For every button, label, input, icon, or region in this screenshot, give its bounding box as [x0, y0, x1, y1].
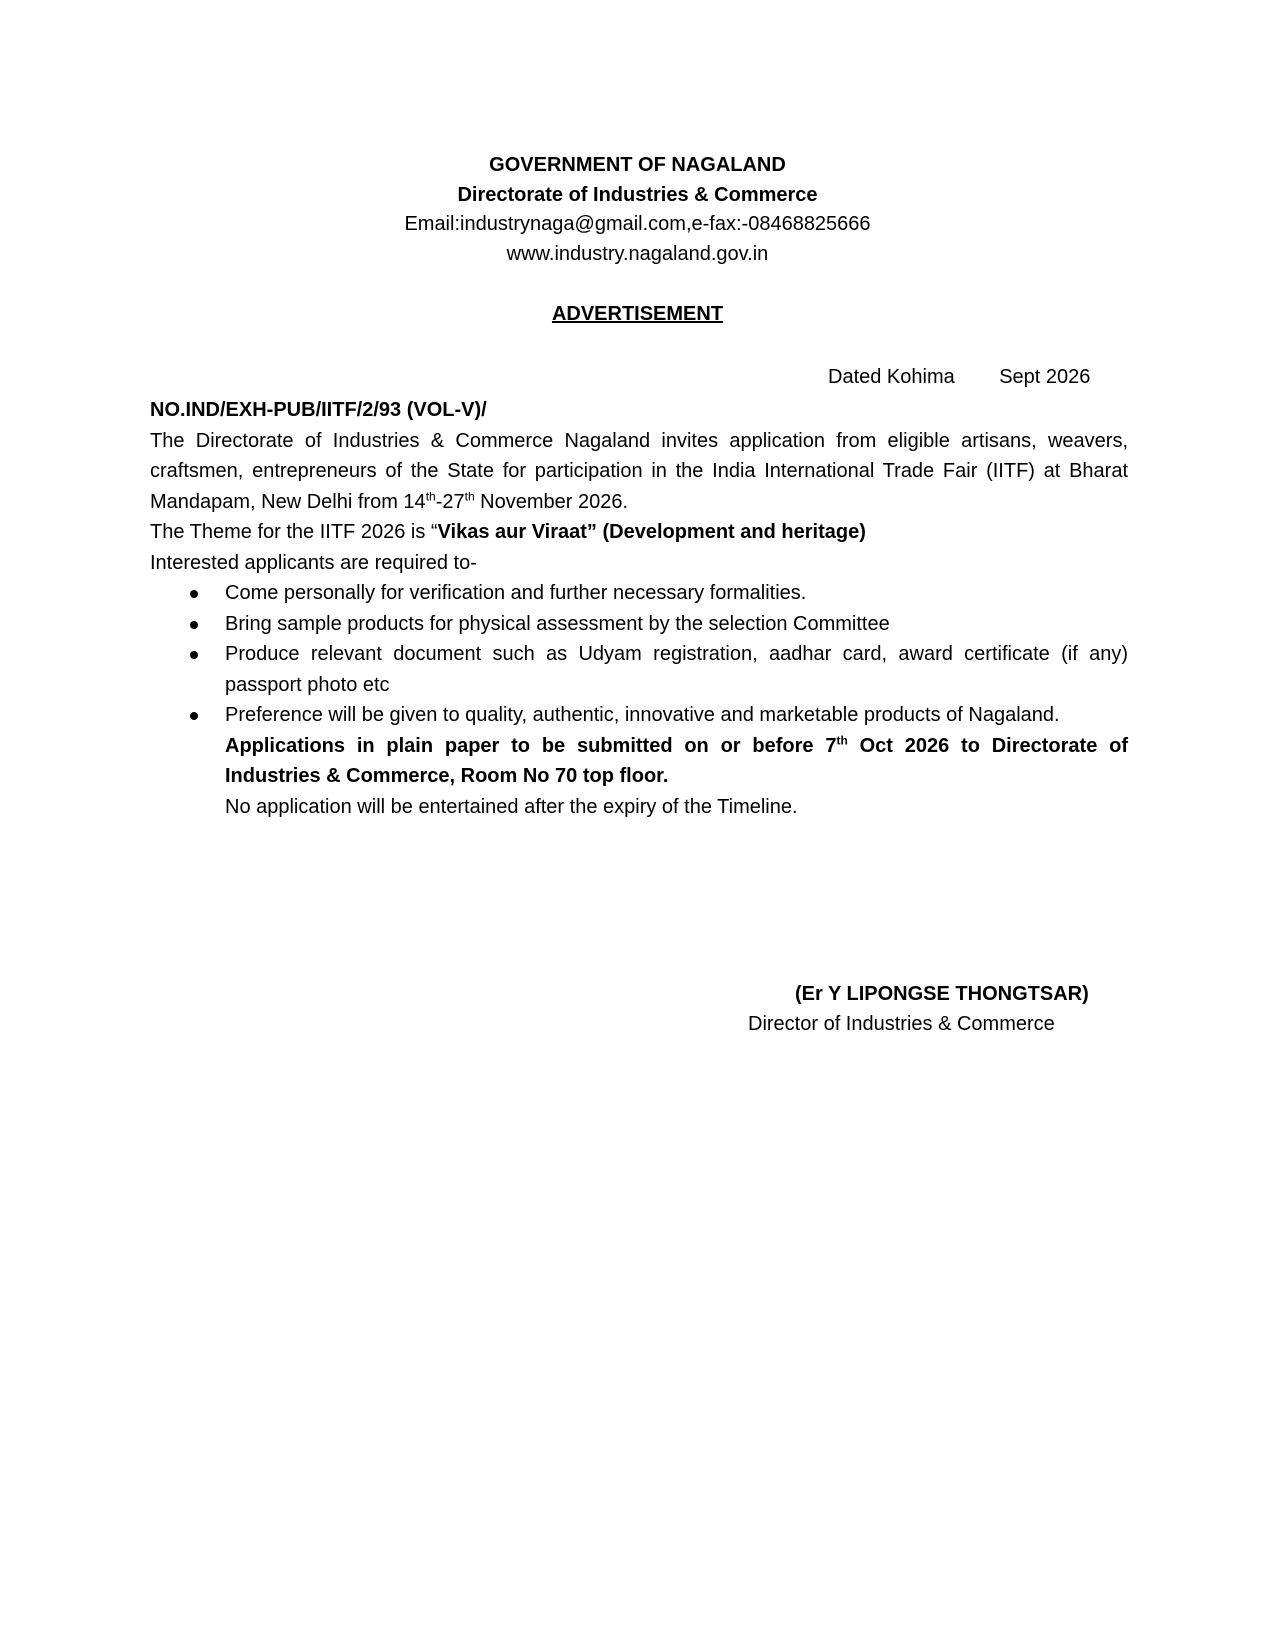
signatory-name: (Er Y LIPONGSE THONGTSAR)	[795, 983, 1089, 1005]
theme-prefix: The Theme for the IITF 2026 is	[150, 521, 431, 543]
theme-line	[150, 517, 1128, 548]
list-item-text: Produce relevant document such as Udyam registration, aadhar card, award certificate (if any) passport photo etc	[225, 643, 1128, 696]
signatory-designation: Director of Industries & Commerce	[748, 1013, 1055, 1035]
directorate-name: Directorate of Industries & Commerce	[457, 183, 818, 206]
list-item-text: Come personally for verification and further necessary formalities.	[225, 582, 807, 604]
list-item	[150, 609, 1128, 640]
contact-line: Email:industrynaga@gmail.com,e-fax:-08468825666	[404, 213, 871, 235]
dated-date: Sept 2026	[999, 366, 1091, 388]
requirements-intro: Interested applicants are required to-	[150, 551, 477, 574]
expiry-notice: No application will be entertained after the expiry of the Timeline.	[225, 795, 798, 818]
ordinal-suffix: th	[425, 488, 436, 503]
deadline-location: Oct 2026 to Directorate of Industries & Commerce, Room No 70 top floor.	[225, 734, 1129, 787]
requirements-list	[150, 578, 1128, 731]
website-line: www.industry.nagaland.gov.in	[506, 242, 769, 265]
date-range-end: -27	[435, 490, 465, 513]
bullet-icon	[190, 712, 198, 720]
bullet-icon	[190, 590, 198, 598]
list-item	[150, 639, 1128, 700]
deadline-text: Applications in plain paper to be submitted on or before 7	[225, 734, 837, 757]
theme-quote: “	[430, 521, 438, 543]
list-item-text: Preference will be given to quality, authentic, innovative and marketable products of Nagaland.	[225, 704, 1060, 726]
list-item-text: Bring sample products for physical assessment by the selection Committee	[225, 612, 890, 635]
dated-line	[828, 366, 1090, 389]
advertisement-title: ADVERTISEMENT	[551, 303, 724, 325]
list-item	[150, 700, 1128, 731]
advertisement-body	[150, 395, 1128, 822]
intro-text: The Directorate of Industries & Commerce Nagaland invites application from eligible artisans, weavers, craftsmen, entrepreneurs of the State for participation in the India International Trade Fair (IITF) at Bharat Mandapam, New Delhi from 14	[150, 429, 1128, 513]
bullet-icon	[190, 651, 198, 659]
dated-place: Dated Kohima	[828, 366, 955, 388]
letterhead	[0, 151, 1275, 269]
submission-deadline	[150, 731, 1128, 792]
list-item	[150, 578, 1128, 609]
government-name: GOVERNMENT OF NAGALAND	[489, 154, 786, 176]
intro-paragraph	[150, 426, 1128, 518]
ordinal-suffix: th	[836, 732, 848, 747]
theme-name: Vikas aur Viraat” (Development and heritage)	[437, 521, 866, 543]
ordinal-suffix: th	[464, 488, 475, 503]
intro-month: November 2026.	[474, 490, 629, 513]
reference-number: NO.IND/EXH-PUB/IITF/2/93 (VOL-V)/	[150, 399, 487, 421]
bullet-icon	[190, 621, 198, 629]
